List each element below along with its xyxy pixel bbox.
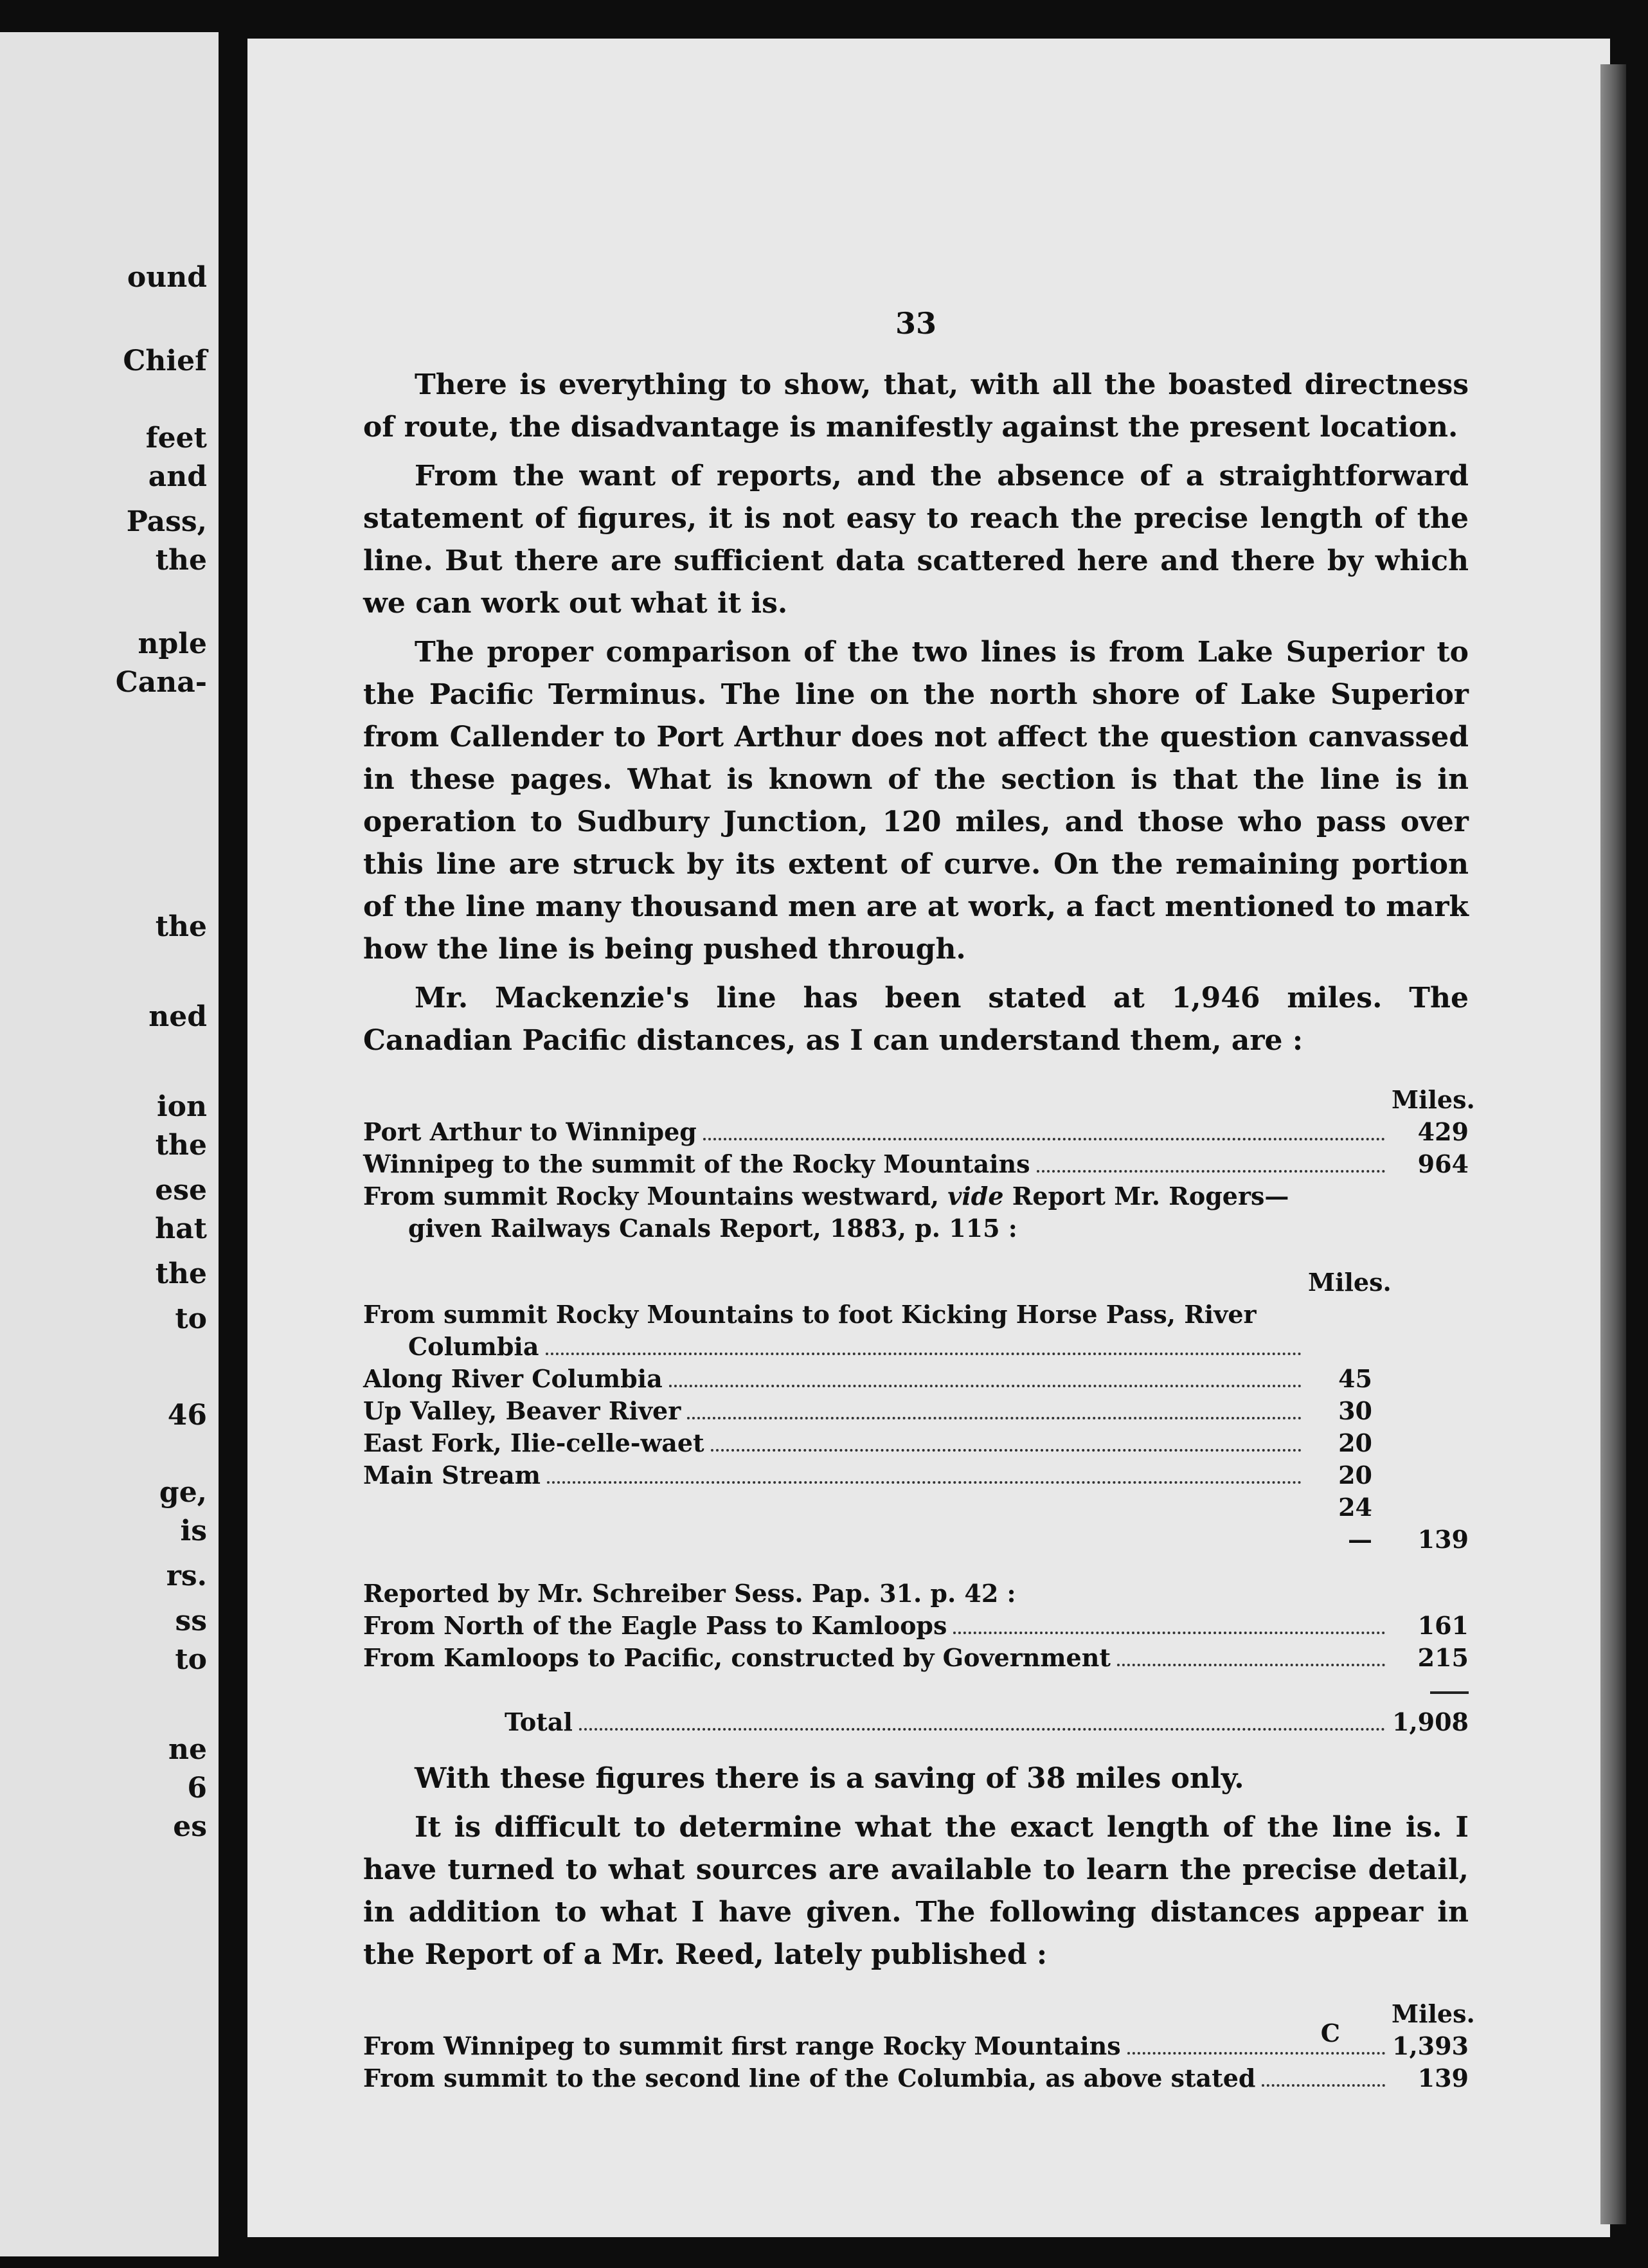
fragment-text: hat [155, 1212, 207, 1245]
paragraph-5: With these figures there is a saving of 38 miles only. [415, 1762, 1244, 1795]
fragment-text: the [155, 544, 207, 577]
fragment-text: Cana- [115, 666, 207, 699]
total-value: 1,908 [1392, 1707, 1469, 1736]
table-row: Reported by Mr. Schreiber Sess. Pap. 31. p. 42 : [363, 1579, 1016, 1608]
fragment-text: ound [127, 261, 207, 294]
fragment-text: ss [175, 1605, 207, 1637]
fragment-text: and [148, 460, 207, 493]
fragment-text: the [155, 1257, 207, 1290]
paragraph-6: It is difficult to determine what the exact length of the line is. I have turned to what sources are available to learn the precise detail, in addition to what I have given. The following distances appear in the Report of a Mr. Reed, lately published : [363, 1811, 1469, 1971]
table-row: Port Arthur to Winnipeg 429 [363, 1117, 1469, 1146]
paragraph-3: The proper comparison of the two lines is from Lake Superior to the Pacific Terminus. The line on the north shore of Lake Superior from Callender to Port Arthur does not affect the question canvassed in these pages. What is known of the section is that the line is in operation to Sudbury Junction, 120 miles, and those who pass over this line are struck by its extent of curve. On the remaining portion of the line many thousand men are at work, a fact mentioned to mark how the line is being pushed through. [363, 636, 1469, 966]
table-row: Columbia [363, 1331, 1372, 1363]
fragment-text: Pass, [126, 505, 207, 538]
fragment-text: the [155, 1129, 207, 1162]
fragment-text: to [175, 1643, 207, 1676]
page-edge-shadow [1600, 64, 1626, 2224]
table-row: Main Stream 20 [363, 1461, 1372, 1490]
fragment-text: 6 [187, 1772, 207, 1805]
distance-table-1 [363, 1084, 1475, 1245]
fragment-text: ge, [159, 1476, 207, 1509]
total-row: Total 1,908 [363, 1706, 1469, 1738]
fragment-text: es [173, 1810, 207, 1843]
subtotal-row: — 139 [363, 1524, 1469, 1556]
table-row: From North of the Eagle Pass to Kamloops 161 [363, 1611, 1469, 1640]
table-header: Miles. [1392, 1999, 1475, 2028]
fragment-text: the [155, 910, 207, 943]
fragment-text: nple [138, 627, 207, 660]
fragment-text: is [180, 1515, 207, 1547]
fragment-text: rs. [166, 1560, 207, 1592]
fragment-text: ion [156, 1090, 207, 1123]
paragraph-2: From the want of reports, and the absence of a straightforward statement of figures, it is not easy to reach the precise length of the line. But there are sufficient data scattered here and there by which we can work out what it is. [363, 460, 1469, 620]
miles-header: Miles. [1392, 1085, 1475, 1114]
distance-table-2 [363, 1266, 1469, 1556]
fragment-text: Chief [123, 345, 207, 377]
table-row: 24 [1338, 1493, 1372, 1522]
table-row: East Fork, Ilie-celle-waet 20 [363, 1428, 1372, 1457]
page-number: 33 [895, 306, 936, 341]
table-header [363, 1084, 1475, 1116]
distance-table-4 [363, 1998, 1475, 2094]
subtotal-value: 139 [1417, 1525, 1469, 1554]
document-page [247, 39, 1610, 2237]
fragment-text: feet [145, 422, 207, 455]
table-row: From summit to the second line of the Columbia, as above stated 139 [363, 2064, 1469, 2092]
table-row: From Kamloops to Pacific, constructed by Government 215 [363, 1643, 1469, 1672]
fragment-text: to [175, 1302, 207, 1335]
paragraph-4: Mr. Mackenzie's line has been stated at 1,946 miles. The Canadian Pacific distances, as I can understand them, are : [363, 982, 1469, 1057]
paragraph-1: There is everything to show, that, with all the boasted directness of route, the disadvantage is manifestly against the present location. [363, 368, 1469, 444]
fragment-text: ese [155, 1174, 207, 1207]
table-row: From summit Rocky Mountains westward, vide Report Mr. Rogers— [363, 1182, 1289, 1210]
adjacent-page-fragment [0, 32, 219, 2256]
fragment-text: ned [148, 1000, 207, 1033]
total-rule-row [363, 1674, 1469, 1706]
table-header: Miles. [1308, 1268, 1392, 1297]
fragment-text: ne [168, 1733, 207, 1766]
distance-table-3 [363, 1578, 1469, 1738]
table-row: given Railways Canals Report, 1883, p. 115 : [408, 1214, 1017, 1243]
fragment-text: 46 [167, 1399, 207, 1432]
signature-mark: C [1320, 2019, 1340, 2048]
page-content [363, 264, 1475, 2114]
table-row: Winnipeg to the summit of the Rocky Mountains 964 [363, 1149, 1469, 1178]
table-row: From Winnipeg to summit first range Rocky Mountains 1,393 [363, 2031, 1469, 2060]
table-row: From summit Rocky Mountains to foot Kicking Horse Pass, River [363, 1300, 1257, 1329]
table-row: Along River Columbia 45 [363, 1364, 1372, 1393]
table-row: Up Valley, Beaver River 30 [363, 1396, 1372, 1425]
